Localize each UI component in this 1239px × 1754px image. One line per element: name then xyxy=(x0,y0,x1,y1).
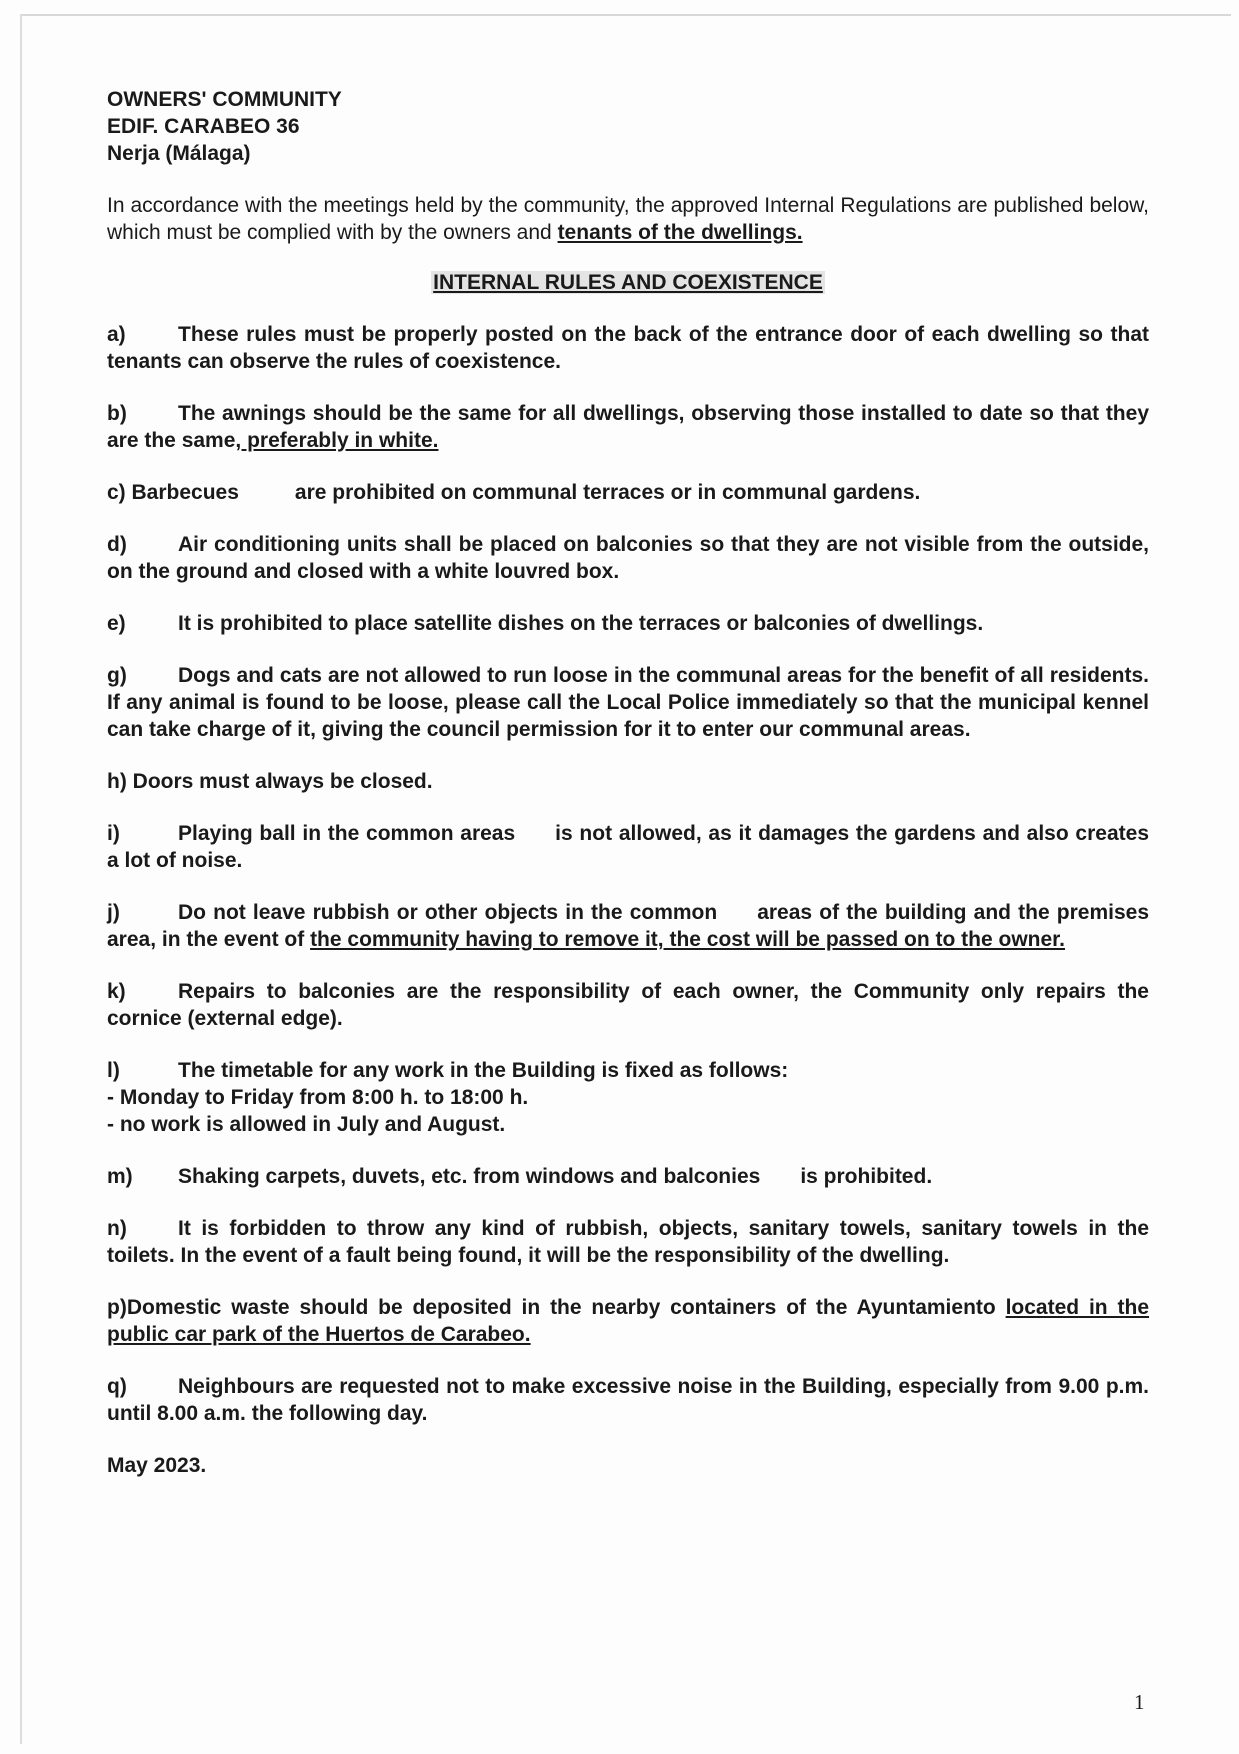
intro-underlined: tenants of the dwellings. xyxy=(557,221,803,244)
rule-j-underlined: the community having to remove it, the cost will be passed on to the owner. xyxy=(310,928,1066,951)
rule-c-letter: c) Barbecues xyxy=(107,481,239,504)
rule-n-text: It is forbidden to throw any kind of rubbish, objects, sanitary towels, sanitary towels in the toilets. In the event of a fault being found, it will be the responsibility of the dwelling. xyxy=(107,1217,1149,1267)
rule-l-item-summer: - no work is allowed in July and August. xyxy=(107,1113,506,1136)
page-number: 1 xyxy=(1134,1690,1145,1714)
rule-j-text-part2: areas of the building and the premises area, in the event of xyxy=(107,901,1149,951)
rule-m-text-part1: Shaking carpets, duvets, etc. from windows and balconies xyxy=(178,1165,761,1188)
rule-c xyxy=(107,479,1149,506)
rule-l-item-weekdays: - Monday to Friday from 8:00 h. to 18:00 h. xyxy=(107,1086,529,1109)
rule-e-text: It is prohibited to place satellite dishes on the terraces or balconies of dwellings. xyxy=(178,612,984,635)
rule-b xyxy=(107,400,1149,454)
rule-n-letter: n) xyxy=(107,1217,127,1240)
rule-q xyxy=(107,1373,1149,1427)
rules-heading-text: INTERNAL RULES AND COEXISTENCE xyxy=(433,271,823,294)
rule-l xyxy=(107,1057,1149,1084)
rule-i xyxy=(107,820,1149,874)
rule-h: h) Doors must always be closed. xyxy=(107,770,433,793)
rules-heading xyxy=(107,269,1149,296)
rule-j-text-part1: Do not leave rubbish or other objects in the common xyxy=(178,901,718,924)
rule-b-underlined: , preferably in white. xyxy=(235,429,439,452)
header-building: EDIF. CARABEO 36 xyxy=(107,115,300,138)
rule-i-text-part1: Playing ball in the common areas xyxy=(178,822,516,845)
document-date: May 2023. xyxy=(107,1454,207,1477)
rule-j-letter: j) xyxy=(107,901,120,924)
rule-e-letter: e) xyxy=(107,612,126,635)
rule-b-text: The awnings should be the same for all dwellings, observing those installed to date so that they are the same xyxy=(107,402,1149,452)
rule-m xyxy=(107,1163,1149,1190)
rule-d xyxy=(107,531,1149,585)
rule-q-text: Neighbours are requested not to make excessive noise in the Building, especially from 9.00 p.m. until 8.00 a.m. the following day. xyxy=(107,1375,1149,1425)
rule-i-text-part2: is not allowed, as it damages the gardens and also creates a lot of noise. xyxy=(107,822,1149,872)
rule-m-text-part2: is prohibited. xyxy=(800,1165,933,1188)
rule-d-text: Air conditioning units shall be placed on balconies so that they are not visible from the outside, on the ground and closed with a white louvred box. xyxy=(107,533,1149,583)
rule-p-text: p)Domestic waste should be deposited in the nearby containers of the Ayuntamiento xyxy=(107,1296,1006,1319)
rule-m-letter: m) xyxy=(107,1165,133,1188)
rule-l-text: The timetable for any work in the Building is fixed as follows: xyxy=(178,1059,789,1082)
rule-j xyxy=(107,899,1149,953)
rule-k xyxy=(107,978,1149,1032)
rule-q-letter: q) xyxy=(107,1375,127,1398)
header-community: OWNERS' COMMUNITY xyxy=(107,88,342,111)
rule-i-letter: i) xyxy=(107,822,120,845)
rule-c-text: are prohibited on communal terraces or in communal gardens. xyxy=(294,481,921,504)
rule-a-text: These rules must be properly posted on the back of the entrance door of each dwelling so that tenants can observe the rules of coexistence. xyxy=(107,323,1149,373)
rule-l-letter: l) xyxy=(107,1059,120,1082)
rule-p xyxy=(107,1294,1149,1348)
rule-b-letter: b) xyxy=(107,402,127,425)
intro-text: In accordance with the meetings held by the community, the approved Internal Regulations are published below, which must be complied with by the owners and xyxy=(107,194,1149,244)
rule-a xyxy=(107,321,1149,375)
rule-k-letter: k) xyxy=(107,980,126,1003)
rule-g-text: Dogs and cats are not allowed to run loose in the communal areas for the benefit of all residents. If any animal is found to be loose, please call the Local Police immediately so that the municipal kennel can take charge of it, giving the council permission for it to enter our communal areas. xyxy=(107,664,1149,741)
rule-g-letter: g) xyxy=(107,664,127,687)
document-content xyxy=(107,86,1149,1479)
rule-a-letter: a) xyxy=(107,323,126,346)
header-location: Nerja (Málaga) xyxy=(107,142,251,165)
rule-g xyxy=(107,662,1149,743)
rule-k-text: Repairs to balconies are the responsibility of each owner, the Community only repairs the cornice (external edge). xyxy=(107,980,1149,1030)
intro-paragraph xyxy=(107,192,1149,246)
rule-e xyxy=(107,610,1149,637)
scan-edge-left xyxy=(20,14,22,1744)
rule-p-underlined: located in the public car park of the Huertos de Carabeo. xyxy=(107,1296,1150,1346)
scan-edge-top xyxy=(20,14,1231,16)
rule-d-letter: d) xyxy=(107,533,127,556)
rule-n xyxy=(107,1215,1149,1269)
